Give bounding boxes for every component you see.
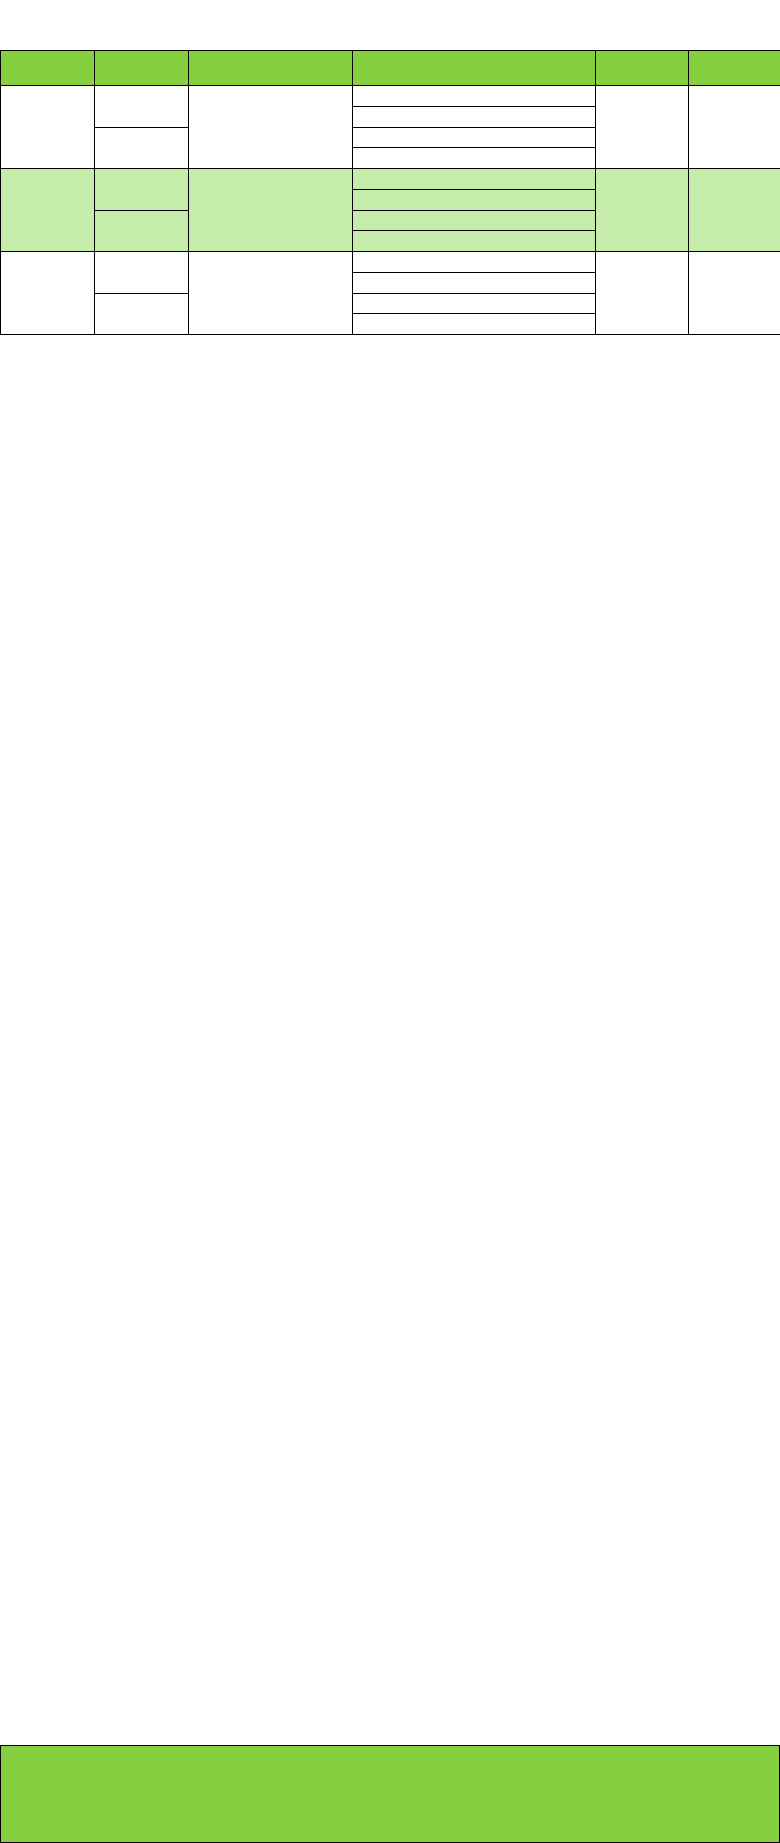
- pm-cell: [95, 293, 189, 335]
- page-title: [0, 0, 780, 50]
- course-content-cell: [189, 252, 353, 335]
- exam-time-footer: [0, 1795, 780, 1821]
- course-content-cell: [189, 169, 353, 252]
- schedule-table: [0, 50, 780, 335]
- course-detail-cell: [353, 314, 596, 335]
- course-detail-cell: [353, 148, 596, 169]
- course-detail-cell: [353, 210, 596, 231]
- class-time-footer: [0, 1745, 780, 1795]
- pm-cell: [95, 127, 189, 169]
- table-header-row: [1, 51, 780, 86]
- course-detail-cell: [353, 86, 596, 107]
- table-row: [1, 86, 780, 107]
- course-detail-cell: [353, 252, 596, 273]
- method-cell: [596, 252, 689, 335]
- course-detail-cell: [353, 169, 596, 190]
- course-detail-cell: [353, 106, 596, 127]
- am-cell: [95, 86, 189, 128]
- hours-cell: [689, 252, 780, 335]
- course-detail-cell: [353, 189, 596, 210]
- header-time: [95, 51, 189, 86]
- hours-cell: [689, 169, 780, 252]
- table-row: [1, 169, 780, 190]
- table-row: [1, 252, 780, 273]
- course-detail-cell: [353, 272, 596, 293]
- course-detail-cell: [353, 231, 596, 252]
- course-detail-cell: [353, 127, 596, 148]
- course-detail-cell: [353, 293, 596, 314]
- hours-cell: [689, 86, 780, 169]
- pm-cell: [95, 210, 189, 252]
- method-cell: [596, 86, 689, 169]
- header-method: [596, 51, 689, 86]
- header-content: [189, 51, 353, 86]
- schedule-note: [0, 1821, 780, 1843]
- date-cell: [1, 86, 95, 169]
- header-date: [1, 51, 95, 86]
- am-cell: [95, 169, 189, 211]
- header-hours: [689, 51, 780, 86]
- date-cell: [1, 169, 95, 252]
- am-cell: [95, 252, 189, 294]
- course-content-cell: [189, 86, 353, 169]
- header-detail: [353, 51, 596, 86]
- method-cell: [596, 169, 689, 252]
- date-cell: [1, 252, 95, 335]
